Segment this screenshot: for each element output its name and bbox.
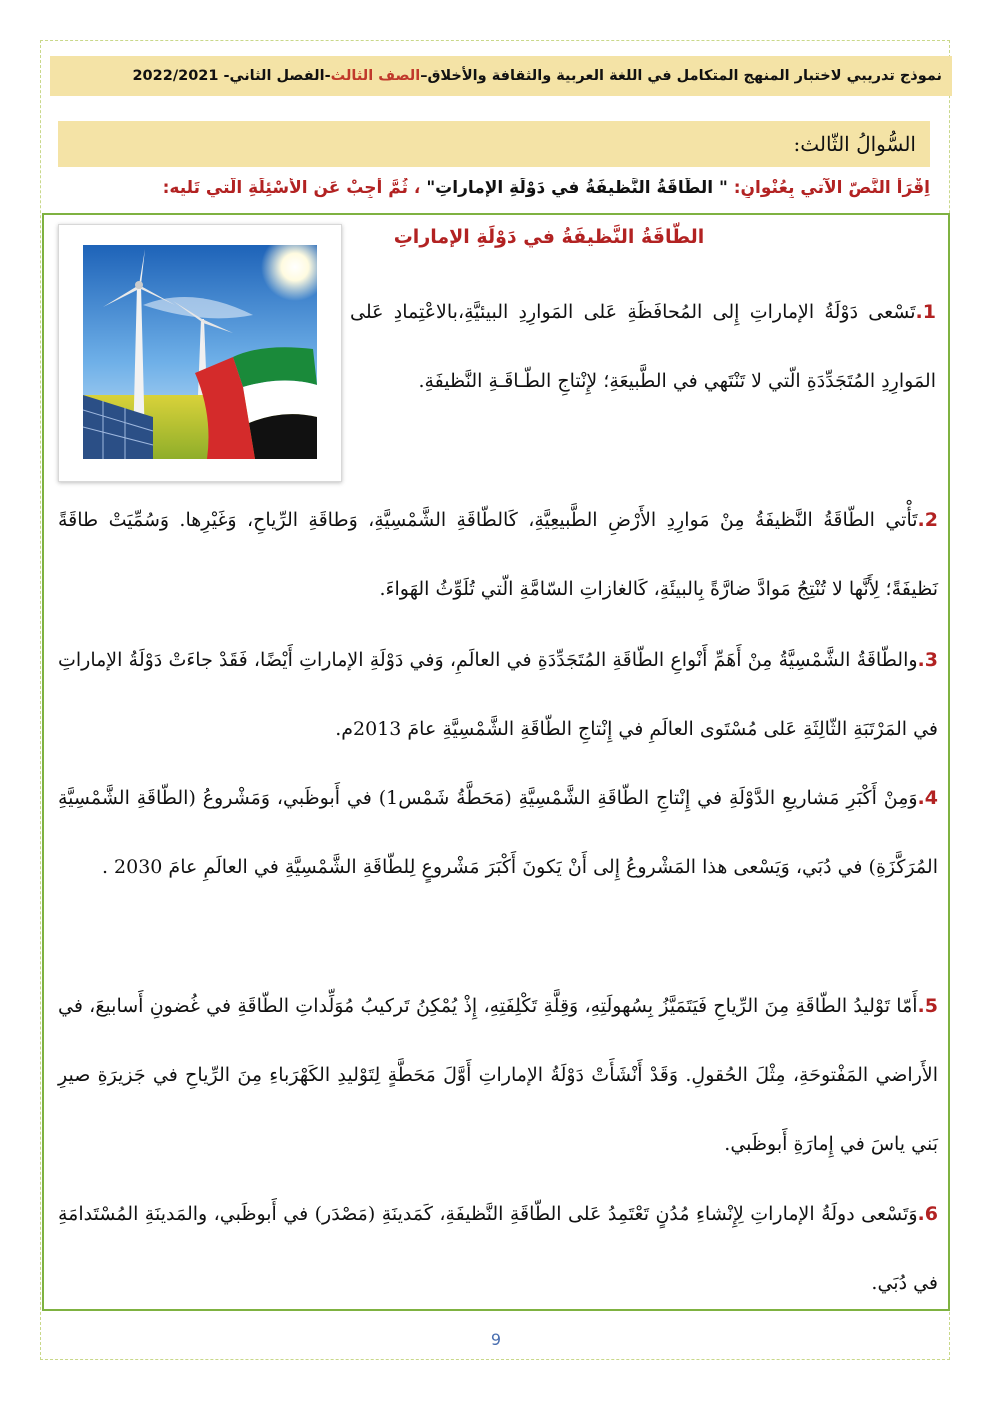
paragraph-4 (58, 764, 938, 902)
paragraph-number: 5. (917, 995, 938, 1017)
question-label-bar (58, 121, 930, 167)
instruction-end: ، ثُمَّ أَجِبْ عَنِ الأَسْئِلَةِ الَّتي تَليه: (162, 178, 421, 198)
paragraph-3 (58, 626, 938, 764)
paragraph-2 (58, 486, 938, 624)
header-grade: الصف الثالث (330, 68, 421, 84)
header-text-end: -الفصل الثاني- 2022/2021 (132, 68, 331, 84)
paragraph-number: 1. (915, 301, 936, 323)
instruction-start: اِقْرَأ النَّصّ الآتي بِعُنْوانِ: (727, 178, 930, 198)
paragraph-5 (58, 972, 938, 1179)
wind-turbine-solar-icon (83, 245, 317, 459)
paragraph-text: تَأْتي الطّاقَةُ النَّظيفَةُ مِنْ مَوارِدِ الأَرْضِ الطَّبيعِيَّةِ، كَالطّاقَةِ الشَّمْسِيَّةِ، وَطاقَةِ الرِّياحِ، وَغَيْرِها. وَسُمِّيَتْ طاقَةً نَظيفَةً؛ لِأَنَّها لا تُنْتِجُ مَوادَّ ضارَّةً بِالبيئَةِ، كَالغازاتِ السّامَّةِ الّتي تُلَوِّثُ الهَواءَ. (58, 509, 938, 600)
paragraph-text: وَتَسْعى دولَةُ الإماراتِ لِإِنْشاءِ مُدُنٍ تَعْتَمِدُ عَلى الطّاقَةِ النَّظيفَةِ، كَمَدينَةِ (مَصْدَر) في أَبوظَبي، والمَدينَةِ المُسْتَدامَةِ في دُبَي. (58, 1203, 938, 1294)
paragraph-text: والطّاقَةُ الشَّمْسِيَّةُ مِنْ أَهَمِّ أَنْواعِ الطّاقَةِ المُتَجَدِّدَةِ في العالَمِ، وَفي دَوْلَةِ الإماراتِ أَيْضًا، فَقَدْ جاءَتْ دَوْلَةُ الإماراتِ في المَرْتَبَةِ الثّالِثَةِ عَلى مُسْتَوى العالَمِ في إِنْتاجِ الطّاقَةِ الشَّمْسِيَّةِ عامَ 2013م. (58, 649, 938, 740)
paragraph-number: 2. (917, 509, 938, 531)
instruction-article-title: " الطّاقَةُ النَّظيفَةُ في دَوْلَةِ الإماراتِ" (426, 178, 728, 198)
instruction (60, 178, 930, 198)
article-title: الطّاقَةُ النَّظيفَةُ في دَوْلَةِ الإماراتِ (393, 226, 705, 248)
paragraph-text: تَسْعى دَوْلَةُ الإماراتِ إِلى المُحافَظَةِ عَلى المَوارِدِ البيئيَّةِ،بالاعْتِمادِ عَلى المَوارِدِ المُتَجَدِّدَةِ الّتي لا تَنْتَهي في الطَّبيعَةِ؛ لإِنْتاجِ الطّـاقَـةِ النَّظيفَةِ. (350, 301, 936, 392)
question-label: السُّوالُ الثّالث: (793, 132, 916, 156)
paragraph-number: 6. (917, 1203, 938, 1225)
header-text-start: نموذج تدريبي لاختبار المنهج المتكامل في اللغة العربية والثقافة والأخلاق– (420, 68, 942, 84)
paragraph-text: أَمّا تَوْليدُ الطّاقَةِ مِنَ الرِّياحِ فَيَتَمَيَّزُ بِسُهولَتِهِ، وَقِلَّةِ تَكْلِفَتِهِ، إِذْ يُمْكِنُ تَركيبُ مُوَلِّداتِ الطّاقَةِ في غُضونِ أَسابيعَ، في الأَراضي المَفْتوحَةِ، مِثْلَ الحُقولِ. وَقَدْ أَنْشَأَتْ دَوْلَةُ الإماراتِ أَوَّلَ مَحَطَّةٍ لِتَوْليدِ الكَهْرَباءِ مِنَ الرِّياحِ في جَزيرَةِ صيرِ بَني ياسَ في إِمارَةِ أَبوظَبي. (58, 995, 938, 1155)
paragraph-6 (58, 1180, 938, 1318)
paragraph-number: 3. (917, 649, 938, 671)
article-photo (58, 224, 342, 482)
paragraph-1 (350, 278, 936, 416)
paragraph-number: 4. (917, 787, 938, 809)
paragraph-text: وَمِنْ أَكْبَرِ مَشاريعِ الدَّوْلَةِ في إِنْتاجِ الطّاقَةِ الشَّمْسِيَّةِ (مَحَطَّةُ شَمْس1) في أَبوظَبي، وَمَشْروعُ (الطّاقَةِ الشَّمْسِيَّةِ المُرَكَّزَةِ) في دُبَي، وَيَسْعى هذا المَشْروعُ إِلى أَنْ يَكونَ أَكْبَرَ مَشْروعٍ لِلطّاقَةِ الشَّمْسِيَّةِ في العالَمِ عامَ 2030 . (58, 787, 938, 878)
page-number: 9 (490, 1330, 502, 1349)
document-header (50, 56, 952, 96)
